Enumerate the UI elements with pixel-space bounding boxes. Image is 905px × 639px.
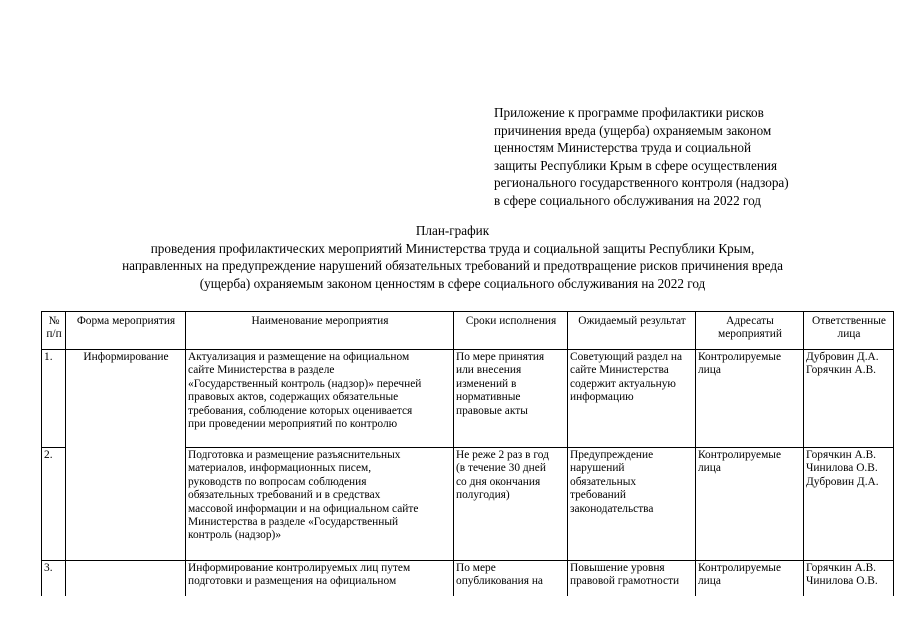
event-name-cell: Информирование контролируемых лиц путем подготовки и размещения на официальном (186, 561, 454, 609)
header-deadline: Сроки исполнения (454, 312, 568, 350)
appendix-line: Приложение к программе профилактики рисков (494, 105, 764, 120)
appendix-line: в сфере социального обслуживания на 2022 год (494, 192, 762, 208)
header-audience: Адресаты мероприятий (696, 312, 804, 350)
event-name-cell: Актуализация и размещение на официальном сайте Министерства в разделе «Государственный контроль (надзор)» перечней правовых актов, содержащих обязательные требования, соблюдение которых оценивается при проведении мероприятий по контролю (186, 350, 454, 448)
plan-subtitle-line: (ущерба) охраняемым законом ценностям в сфере социального обслуживания на 2022 год (199, 275, 706, 291)
result-cell: Повышение уровня правовой грамотности (568, 561, 696, 609)
audience-cell: Контролируемые лица (696, 448, 804, 561)
audience-cell: Контролируемые лица (696, 350, 804, 448)
responsible-cell: Горячкин А.В. Чинилова О.В. (804, 561, 894, 609)
row-number: 2. (42, 448, 66, 561)
header-responsible: Ответственные лица (804, 312, 894, 350)
schedule-table (41, 311, 894, 609)
row-number: 1. (42, 350, 66, 448)
page-cut-mask (41, 596, 894, 639)
header-num: № п/п (42, 312, 66, 350)
header-result: Ожидаемый результат (568, 312, 696, 350)
result-cell: Предупреждение нарушений обязательных требований законодательства (568, 448, 696, 561)
appendix-line: причинения вреда (ущерба) охраняемым законом (494, 122, 772, 138)
appendix-note (494, 104, 894, 210)
event-form-cell: Информирование (66, 350, 186, 561)
responsible-cell: Дубровин Д.А. Горячкин А.В. (804, 350, 894, 448)
table-row (42, 350, 894, 448)
header-name: Наименование мероприятия (186, 312, 454, 350)
result-cell: Советующий раздел на сайте Министерства содержит актуальную информацию (568, 350, 696, 448)
plan-title: План-график (415, 223, 490, 238)
appendix-line: регионального государственного контроля (надзора) (494, 175, 789, 191)
deadline-cell: По мере опубликования на (454, 561, 568, 609)
audience-cell: Контролируемые лица (696, 561, 804, 609)
responsible-cell: Горячкин А.В. Чинилова О.В. Дубровин Д.А. (804, 448, 894, 561)
plan-heading (0, 222, 905, 292)
deadline-cell: По мере принятия или внесения изменений в нормативные правовые акты (454, 350, 568, 448)
appendix-line: ценностям Министерства труда и социальной (494, 140, 752, 156)
plan-subtitle-line: направленных на предупреждение нарушений обязательных требований и предотвращение рисков причинения вреда (122, 258, 783, 274)
deadline-cell: Не реже 2 раз в год (в течение 30 дней со дня окончания полугодия) (454, 448, 568, 561)
appendix-line: защиты Республики Крым в сфере осуществления (494, 157, 778, 173)
header-form: Форма мероприятия (66, 312, 186, 350)
event-name-cell: Подготовка и размещение разъяснительных материалов, информационных писем, руководств по вопросам соблюдения обязательных требований и в средствах массовой информации и на официальном сайте Министерства в разделе «Государственный контроль (надзор)» (186, 448, 454, 561)
plan-subtitle-line: проведения профилактических мероприятий Министерства труда и социальной защиты Республики Крым, (150, 240, 755, 256)
table-header-row (42, 312, 894, 350)
row-number: 3. (42, 561, 66, 609)
